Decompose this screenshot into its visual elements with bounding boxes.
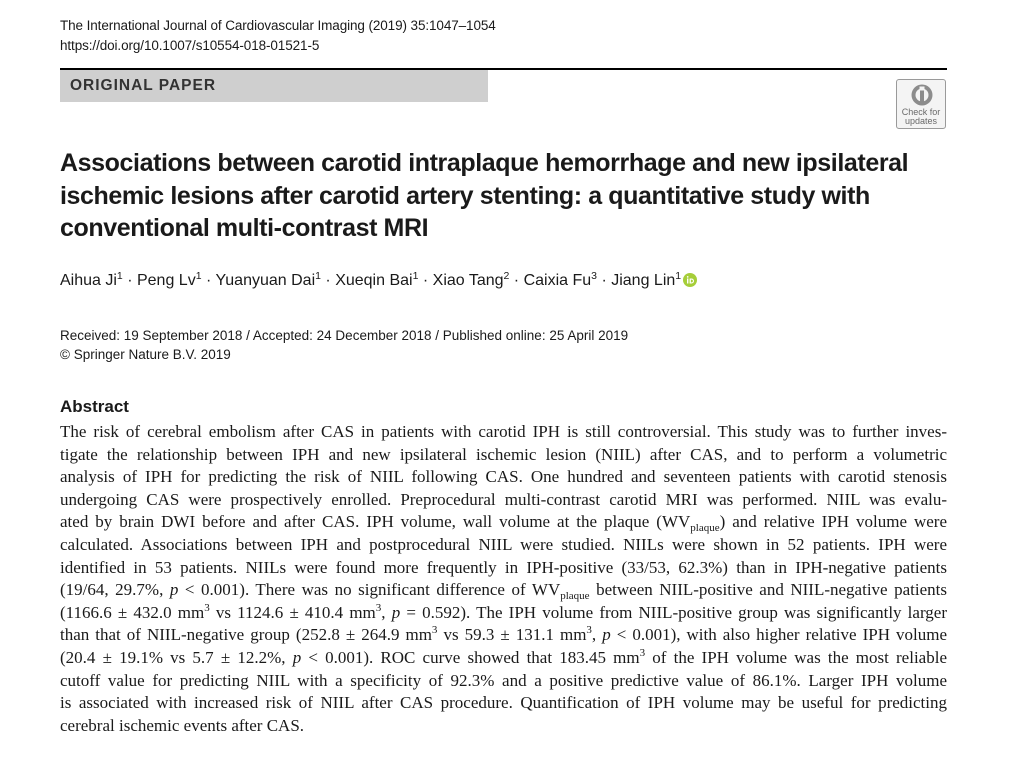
- author-name[interactable]: Aihua Ji: [60, 272, 117, 289]
- abstract-line: [60, 466, 947, 489]
- abstract-text: calculated. Associations between IPH and postprocedural NIIL were studied. NIILs were shown in 52 patients. IPH were: [60, 534, 947, 554]
- abstract-body: [60, 421, 947, 737]
- abstract-text: ated by brain DWI before and after CAS. IPH volume, wall volume at the plaque (WV: [60, 512, 691, 532]
- author-affiliation: 2: [503, 270, 510, 282]
- abstract-text: cerebral ischemic events after CAS.: [60, 715, 305, 735]
- abstract-text: < 0.001), with also higher relative IPH volume: [610, 625, 948, 645]
- author-affiliation: 3: [591, 270, 597, 282]
- italic-symbol: p: [169, 580, 179, 600]
- abstract-text: (20.4 ± 19.1% vs 5.7 ± 12.2%,: [60, 647, 293, 667]
- italic-symbol: p: [292, 647, 302, 667]
- abstract-text: ,: [381, 602, 392, 622]
- author-separator: ·: [509, 272, 524, 289]
- author-affiliation: 1: [412, 270, 419, 282]
- author-name[interactable]: Xiao Tang: [432, 272, 504, 289]
- badge-text-line1: Check for: [901, 107, 941, 117]
- abstract-line: [60, 511, 947, 534]
- author-separator: ·: [320, 272, 336, 289]
- abstract-text: undergoing CAS were prospectively enrolled. Preprocedural multi-contrast carotid MRI was performed. NIIL was evalu-: [60, 489, 947, 509]
- author-name[interactable]: Caixia Fu: [523, 272, 592, 289]
- abstract-text: = 0.592). The IPH volume from NIIL-positive group was significantly larger: [400, 602, 948, 622]
- superscript: 3: [375, 601, 382, 614]
- abstract-line: [60, 670, 947, 693]
- abstract-text: (19/64, 29.7%,: [60, 580, 170, 600]
- abstract-heading: Abstract: [60, 397, 129, 416]
- abstract-text: ) and relative IPH volume were: [719, 512, 947, 532]
- subscript: plaque: [690, 522, 720, 535]
- badge-text-line2: updates: [904, 116, 938, 126]
- abstract-text: than that of NIIL-negative group (252.8 ± 264.9 mm: [60, 625, 432, 645]
- abstract-line: [60, 647, 947, 670]
- abstract-text: is associated with increased risk of NIIL after CAS procedure. Quantification of IPH volume may be useful for predicting: [60, 693, 947, 713]
- publication-dates: Received: 19 September 2018 / Accepted: 24 December 2018 / Published online: 25 April 2019: [60, 328, 629, 343]
- abstract-line: [60, 421, 947, 444]
- abstract-text: of the IPH volume was the most reliable: [645, 647, 947, 667]
- abstract-text: < 0.001). ROC curve showed that 183.45 mm: [301, 647, 640, 667]
- abstract-text: vs 59.3 ± 131.1 mm: [437, 625, 587, 645]
- author-name[interactable]: Xueqin Bai: [335, 272, 413, 289]
- author-name[interactable]: Peng Lv: [136, 272, 196, 289]
- superscript: 3: [639, 646, 646, 659]
- abstract-line: [60, 557, 947, 580]
- abstract-line: [60, 602, 947, 625]
- check-for-updates-button[interactable]: [896, 79, 946, 129]
- superscript: 3: [204, 601, 210, 614]
- abstract-text: vs 1124.6 ± 410.4 mm: [209, 602, 376, 622]
- orcid-icon[interactable]: [683, 273, 697, 287]
- italic-symbol: p: [602, 625, 611, 645]
- italic-symbol: p: [391, 602, 401, 622]
- abstract-text: between NIIL-positive and NIIL-negative patients: [589, 580, 947, 600]
- abstract-line: [60, 489, 947, 512]
- author-separator: ·: [418, 272, 433, 289]
- author-separator: ·: [597, 272, 612, 289]
- abstract-text: < 0.001). There was no significant difference of WV: [178, 580, 561, 600]
- abstract-text: The risk of cerebral embolism after CAS in patients with carotid IPH is still controversial. This study was to further inves-: [60, 422, 947, 441]
- section-label: ORIGINAL PAPER: [70, 77, 217, 94]
- abstract-text: ,: [591, 625, 603, 645]
- author-affiliation: 1: [195, 270, 202, 282]
- abstract-line: [60, 579, 947, 602]
- author-list: [60, 272, 960, 290]
- author-name[interactable]: Jiang Lin: [611, 272, 676, 289]
- author-separator: ·: [122, 272, 137, 289]
- abstract-line: [60, 534, 947, 557]
- abstract-line: [60, 624, 947, 647]
- copyright-notice: © Springer Nature B.V. 2019: [60, 347, 231, 362]
- superscript: 3: [586, 624, 592, 637]
- abstract-text: cutoff value for predicting NIIL with a specificity of 92.3% and a positive predictive value of 86.1%. Larger IPH volume: [60, 670, 947, 690]
- author-name[interactable]: Yuanyuan Dai: [215, 272, 316, 289]
- doi-link[interactable]: https://doi.org/10.1007/s10554-018-01521-5: [60, 38, 320, 53]
- author-affiliation: 1: [315, 270, 321, 282]
- subscript: plaque: [560, 590, 590, 603]
- abstract-text: (1166.6 ± 432.0 mm: [60, 602, 205, 622]
- section-banner: [60, 70, 488, 102]
- superscript: 3: [431, 624, 438, 637]
- author-affiliation: 1: [116, 270, 123, 282]
- author-separator: ·: [201, 272, 216, 289]
- journal-citation: The International Journal of Cardiovascular Imaging (2019) 35:1047–1054: [60, 18, 496, 33]
- abstract-line: [60, 715, 947, 738]
- abstract-text: analysis of IPH for predicting the risk of NIIL following CAS. One hundred and seventeen patients with carotid stenosis: [60, 467, 947, 487]
- abstract-line: [60, 444, 947, 467]
- abstract-text: identified in 53 patients. NIILs were found more frequently in IPH-positive (33/53, 62.3%) than in IPH-negative patients: [60, 557, 947, 577]
- abstract-text: tigate the relationship between IPH and new ipsilateral ischemic lesion (NIIL) after CAS, and to perform a volumetric: [60, 444, 947, 464]
- check-for-updates-icon: [910, 83, 934, 107]
- article-title: Associations between carotid intraplaque hemorrhage and new ipsilateral ischemic lesions after carotid artery stenting: a quantitative study with conventional multi-contrast MRI: [60, 149, 909, 242]
- abstract-line: [60, 692, 947, 715]
- author-affiliation: 1: [675, 270, 682, 282]
